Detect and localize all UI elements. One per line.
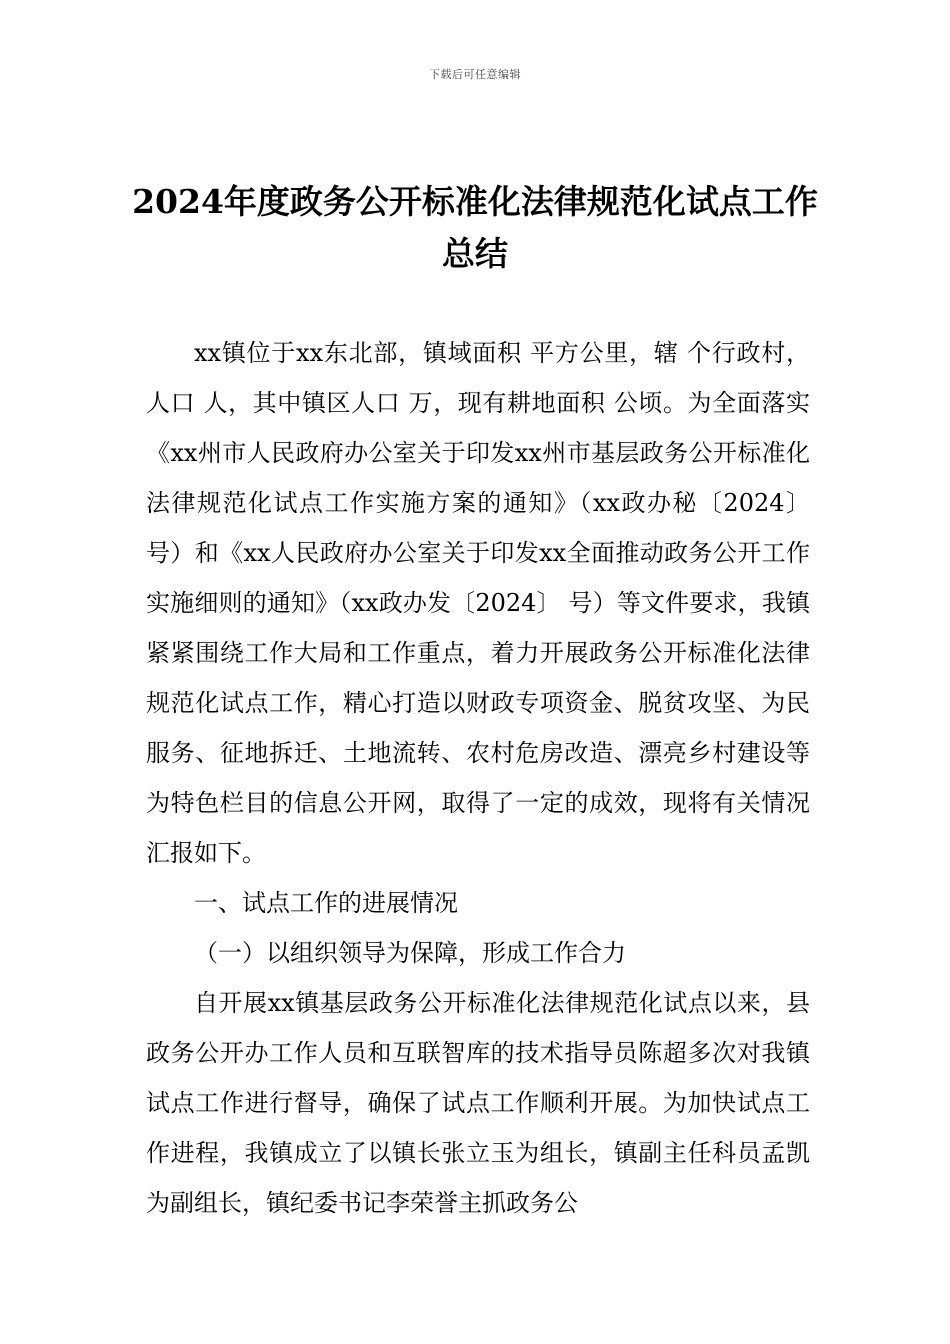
document-body xyxy=(146,328,810,1228)
paragraph-organization: 自开展xx镇基层政务公开标准化法律规范化试点以来，县政务公开办工作人员和互联智库的技术指导员陈超多次对我镇试点工作进行督导，确保了试点工作顺利开展。为加快试点工作进程，我镇成立了以镇长张立玉为组长，镇副主任科员孟凯为副组长，镇纪委书记李荣誉主抓政务公 xyxy=(146,989,810,1217)
section-heading: 一、试点工作的进展情况 xyxy=(194,889,458,917)
paragraph-intro: xx镇位于xx东北部，镇域面积 平方公里，辖 个行政村，人口 人，其中镇区人口 万，现有耕地面积 公顷。为全面落实《xx州市人民政府办公室关于印发xx州市基层政务公开标准化法律规范化试点工作实施方案的通知》（xx政办秘〔2024〕 号）和《xx人民政府办公室关于印发xx全面推动政务公开工作实施细则的通知》（xx政办发〔2024〕 号）等文件要求，我镇紧紧围绕工作大局和工作重点，着力开展政务公开标准化法律规范化试点工作，精心打造以财政专项资金、脱贫攻坚、为民服务、征地拆迁、土地流转、农村危房改造、漂亮乡村建设等为特色栏目的信息公开网，取得了一定的成效，现将有关情况汇报如下。 xyxy=(146,339,810,867)
subsection-heading: （一）以组织领导为保障，形成工作合力 xyxy=(194,939,626,967)
document-title: 2024年度政务公开标准化法律规范化试点工作总结 xyxy=(132,182,818,273)
page-header: 下载后可任意编辑 xyxy=(429,68,521,81)
